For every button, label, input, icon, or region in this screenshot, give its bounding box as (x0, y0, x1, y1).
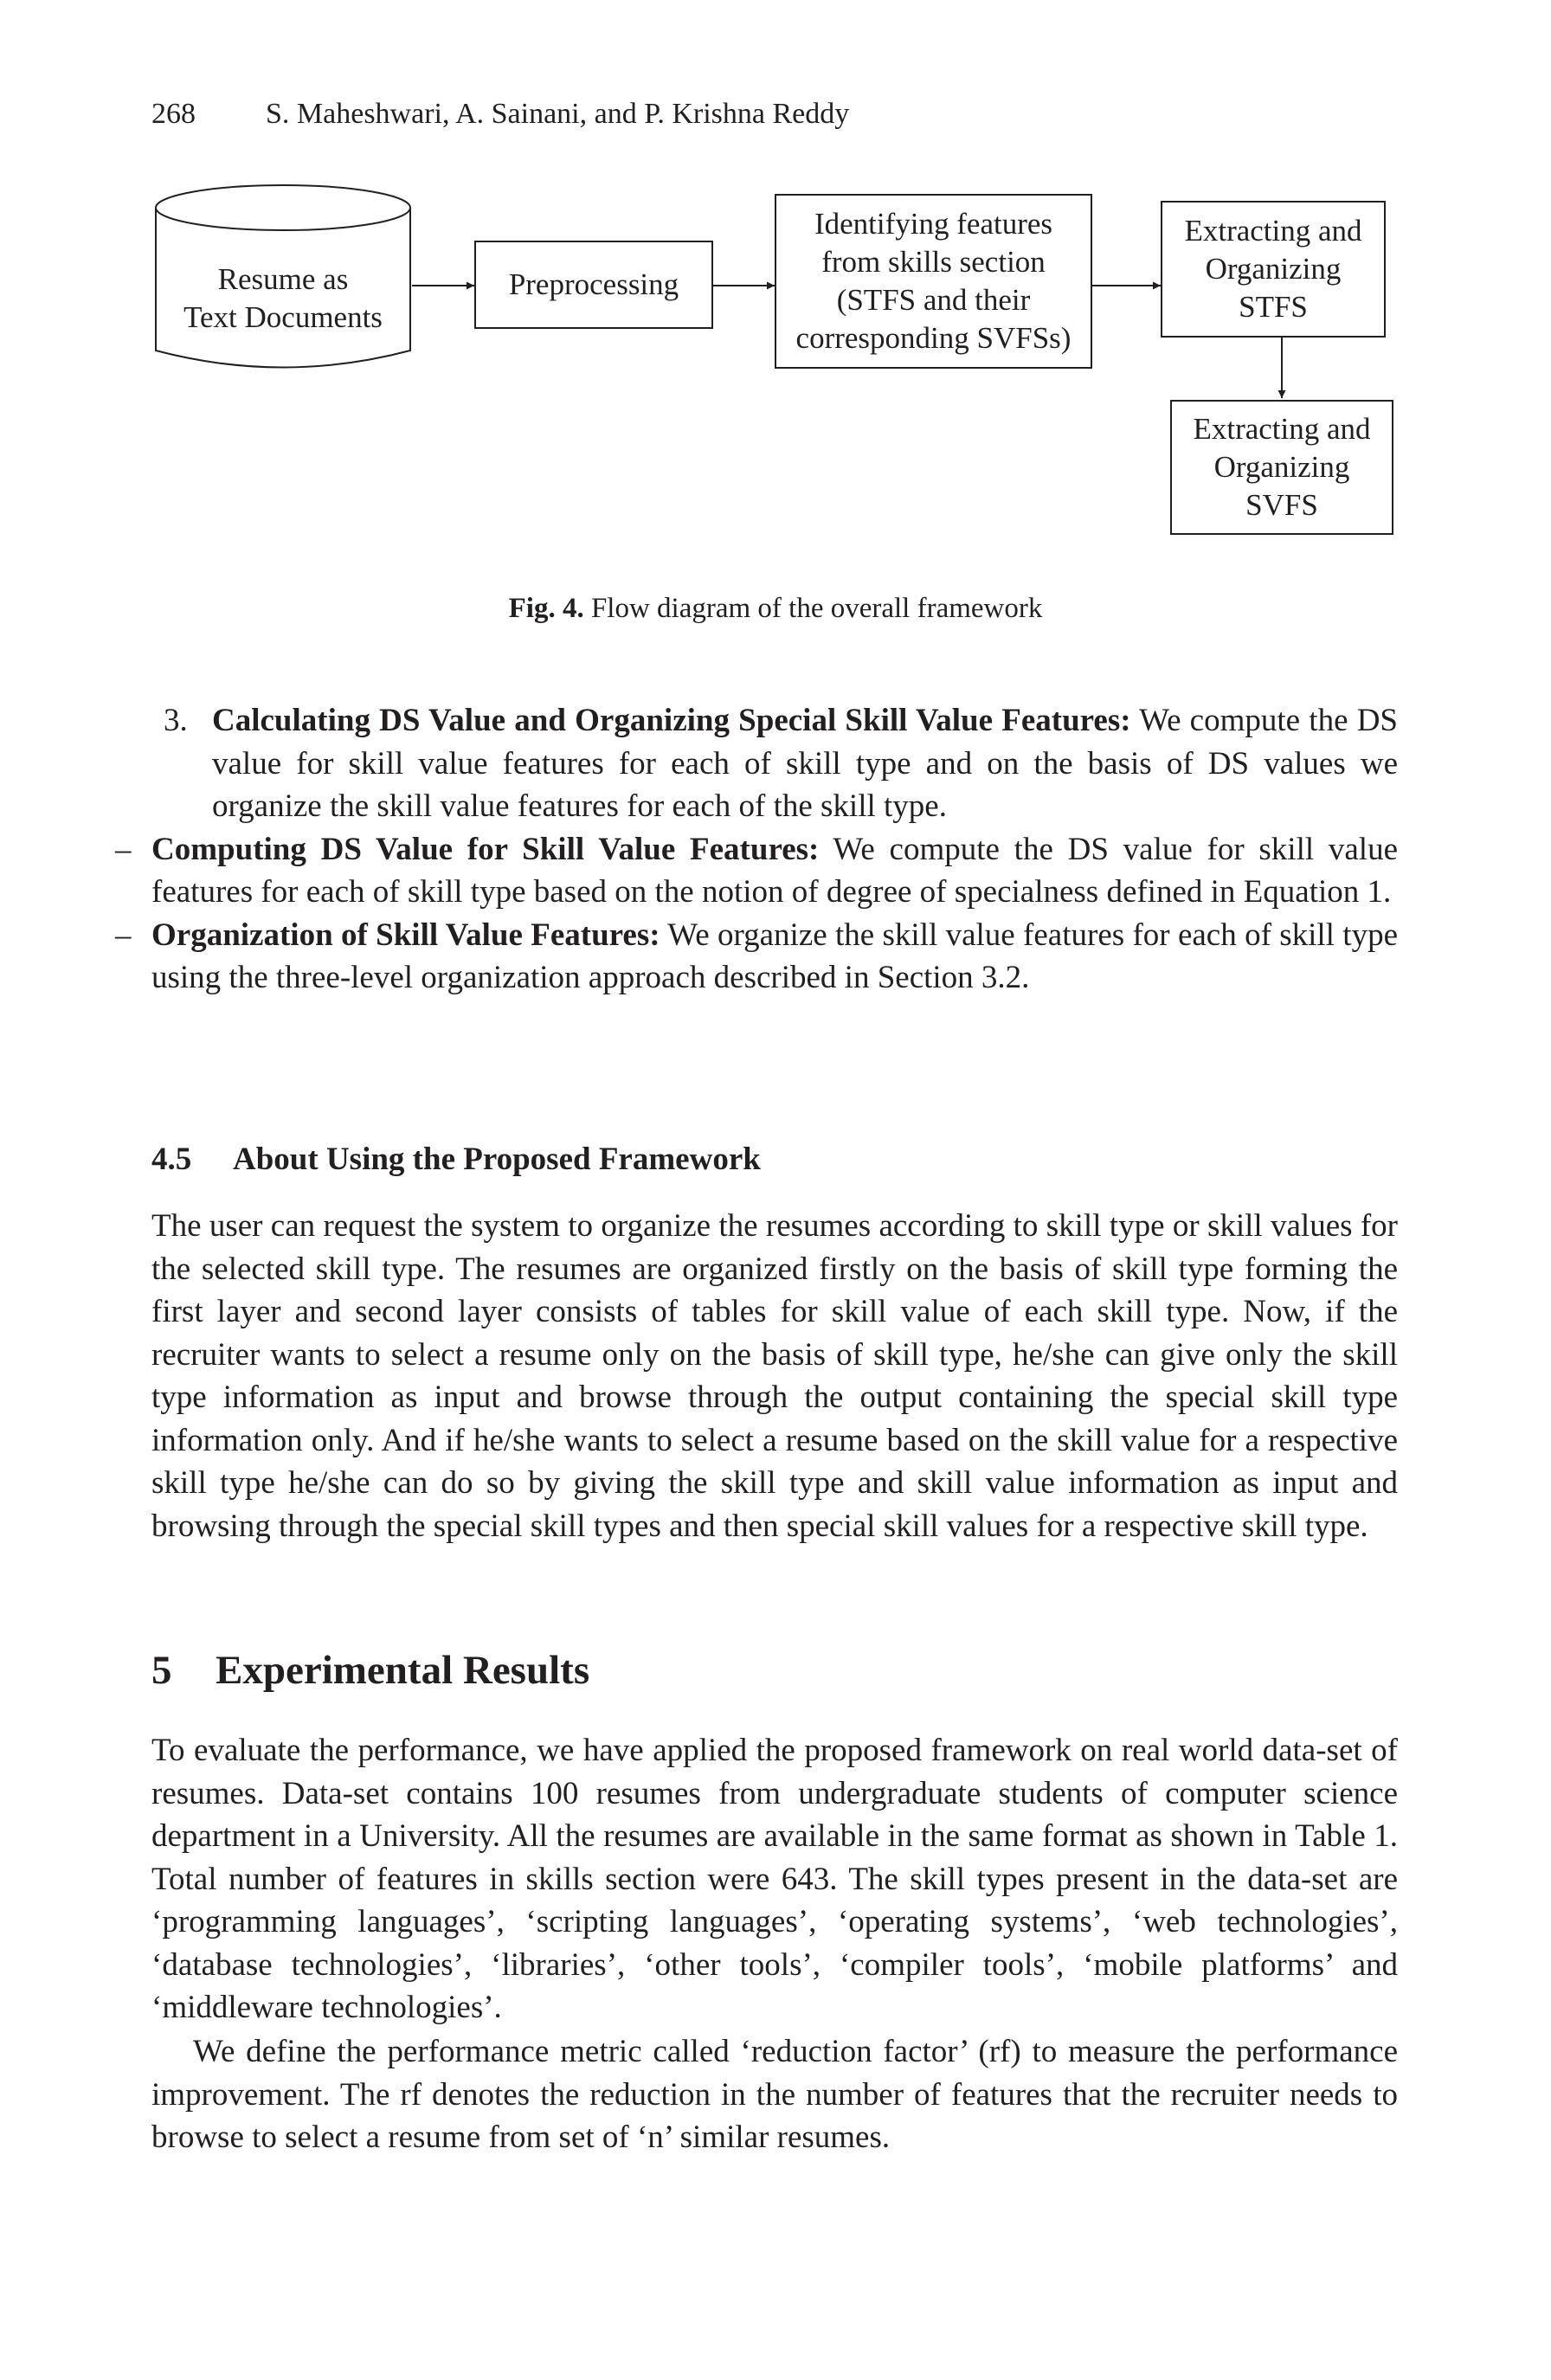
section-title: Experimental Results (216, 1648, 590, 1693)
paragraph-performance-metric (151, 2030, 1398, 2159)
section-number: 4.5 (151, 1142, 192, 1177)
paragraph-about-framework (151, 1205, 1398, 1547)
node-resume-documents: Resume as Text Documents (183, 262, 383, 334)
list-item-3-body (212, 699, 1398, 828)
paragraph-text: The user can request the system to organize the resumes according to skill type or skill values for the selected skill type. The resumes are organized firstly on the basis of skill type forming the first layer and second layer consists of tables for skill value of each skill type. Now, if the recruiter wants to select a resume only on the basis of skill type, he/she can give only the skill type information as input and browse through the output containing the special skill type information only. And if he/she wants to select a resume based on the skill value for a respective skill type he/she can do so by giving the skill type and skill value information as input and browsing through the special skill types and then special skill values for a respective skill type. (151, 1208, 1398, 1544)
section-heading-4-5 (151, 1141, 761, 1179)
node-extract-stfs (1161, 201, 1386, 338)
node-extract-svfs-label: Extracting and Organizing SVFS (1193, 412, 1371, 522)
node-identifying-label: Identifying features from skills section (STFS and their corresponding SVFSs) (795, 207, 1072, 355)
paragraph-text: We define the performance metric called ‘reduction factor’ (rf) to measure the performance improvement. The rf denotes the reduction in the number of features that the recruiter needs to browse to select a resume from set of ‘n’ similar resumes. (151, 2034, 1398, 2155)
dash-bullet: – (115, 831, 132, 867)
node-extract-stfs-label: Extracting and Organizing STFS (1184, 214, 1362, 324)
list-item-3 (115, 699, 1398, 1000)
node-preprocessing-label: Preprocessing (508, 267, 679, 301)
section-heading-5 (151, 1646, 589, 1695)
figure-label: Fig. 4. (508, 593, 584, 624)
list-item-3-title: Calculating DS Value and Organizing Special Skill Value Features: (212, 703, 1131, 738)
section-number: 5 (151, 1648, 172, 1693)
sub-item-title: Organization of Skill Value Features: (151, 917, 660, 953)
section-title: About Using the Proposed Framework (233, 1142, 761, 1177)
dash-bullet: – (115, 917, 132, 953)
node-identifying-features (775, 194, 1092, 369)
sub-item-text: We compute the DS value for skill value features for each of skill type based on the notion of degree of specialness defined in Equation 1. (151, 831, 1398, 910)
list-item-3-text: We compute the DS value for skill value features for each of skill type and on the basis of DS values we organize the skill value features for each of the skill type. (212, 703, 1398, 824)
flow-diagram (0, 0, 1551, 571)
figure-caption-text: Flow diagram of the overall framework (583, 593, 1043, 624)
author-list: S. Maheshwari, A. Sainani, and P. Krishna Reddy (266, 98, 850, 130)
figure-caption (0, 591, 1551, 626)
paragraph-experimental-setup (151, 1729, 1398, 2029)
node-extract-svfs (1170, 400, 1393, 535)
sub-item-organization (115, 914, 1398, 1000)
sub-item-title: Computing DS Value for Skill Value Features: (151, 831, 820, 867)
sub-item-text: We organize the skill value features for each of skill type using the three-level organization approach described in Section 3.2. (151, 917, 1398, 995)
page-number: 268 (151, 98, 196, 130)
paragraph-text: To evaluate the performance, we have applied the proposed framework on real world data-set of resumes. Data-set contains 100 resumes from undergraduate students of computer science department in a University. All the resumes are available in the same format as shown in Table 1. Total number of features in skills section were 643. The skill types present in the data-set are ‘programming languages’, ‘scripting languages’, ‘operating systems’, ‘web technologies’, ‘database technologies’, ‘libraries’, ‘other tools’, ‘compiler tools’, ‘mobile platforms’ and ‘middleware technologies’. (151, 1733, 1398, 2025)
sub-item-computing-ds (115, 828, 1398, 914)
node-preprocessing (474, 241, 713, 329)
list-item-number: 3. (164, 703, 188, 738)
